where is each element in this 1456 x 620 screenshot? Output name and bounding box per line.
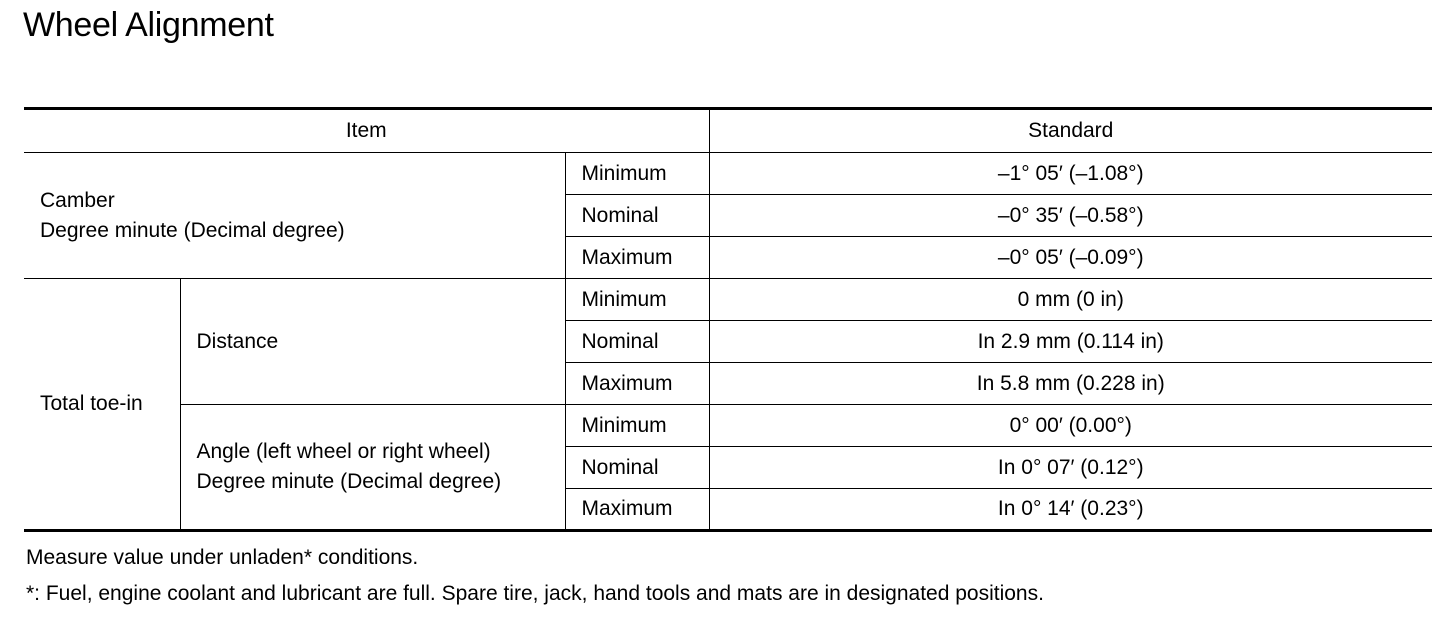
note-footnote: *: Fuel, engine coolant and lubricant are full. Spare tire, jack, hand tools and mats are in designated positions. xyxy=(26,582,1044,605)
standard-cell: In 2.9 mm (0.114 in) xyxy=(709,321,1432,363)
table-row xyxy=(24,153,1432,195)
angle-label-line1: Angle (left wheel or right wheel) xyxy=(196,440,491,463)
level-cell: Maximum xyxy=(565,363,709,405)
level-cell: Minimum xyxy=(565,153,709,195)
standard-cell: In 0° 07′ (0.12°) xyxy=(709,447,1432,489)
level-cell: Maximum xyxy=(565,489,709,531)
wheel-alignment-table xyxy=(24,107,1432,532)
angle-label xyxy=(180,405,565,531)
level-cell: Nominal xyxy=(565,321,709,363)
level-cell: Minimum xyxy=(565,279,709,321)
toe-in-label: Total toe-in xyxy=(24,279,180,531)
standard-cell: In 5.8 mm (0.228 in) xyxy=(709,363,1432,405)
table-row xyxy=(24,279,1432,321)
standard-cell: –1° 05′ (–1.08°) xyxy=(709,153,1432,195)
standard-cell: In 0° 14′ (0.23°) xyxy=(709,489,1432,531)
standard-cell: –0° 05′ (–0.09°) xyxy=(709,237,1432,279)
standard-cell: 0 mm (0 in) xyxy=(709,279,1432,321)
standard-cell: –0° 35′ (–0.58°) xyxy=(709,195,1432,237)
header-item: Item xyxy=(24,109,709,153)
camber-label-line1: Camber xyxy=(40,188,115,212)
angle-label-line2: Degree minute (Decimal degree) xyxy=(196,470,502,493)
header-standard: Standard xyxy=(709,109,1432,153)
level-cell: Maximum xyxy=(565,237,709,279)
page-title: Wheel Alignment xyxy=(23,6,274,44)
level-cell: Nominal xyxy=(565,447,709,489)
standard-cell: 0° 00′ (0.00°) xyxy=(709,405,1432,447)
table-row xyxy=(24,405,1432,447)
level-cell: Nominal xyxy=(565,195,709,237)
table-header-row xyxy=(24,109,1432,153)
camber-label-line2: Degree minute (Decimal degree) xyxy=(40,218,345,242)
note-unladen: Measure value under unladen* conditions. xyxy=(26,546,419,569)
level-cell: Minimum xyxy=(565,405,709,447)
table-notes xyxy=(26,540,1044,612)
camber-label xyxy=(24,153,565,279)
distance-label: Distance xyxy=(180,279,565,405)
